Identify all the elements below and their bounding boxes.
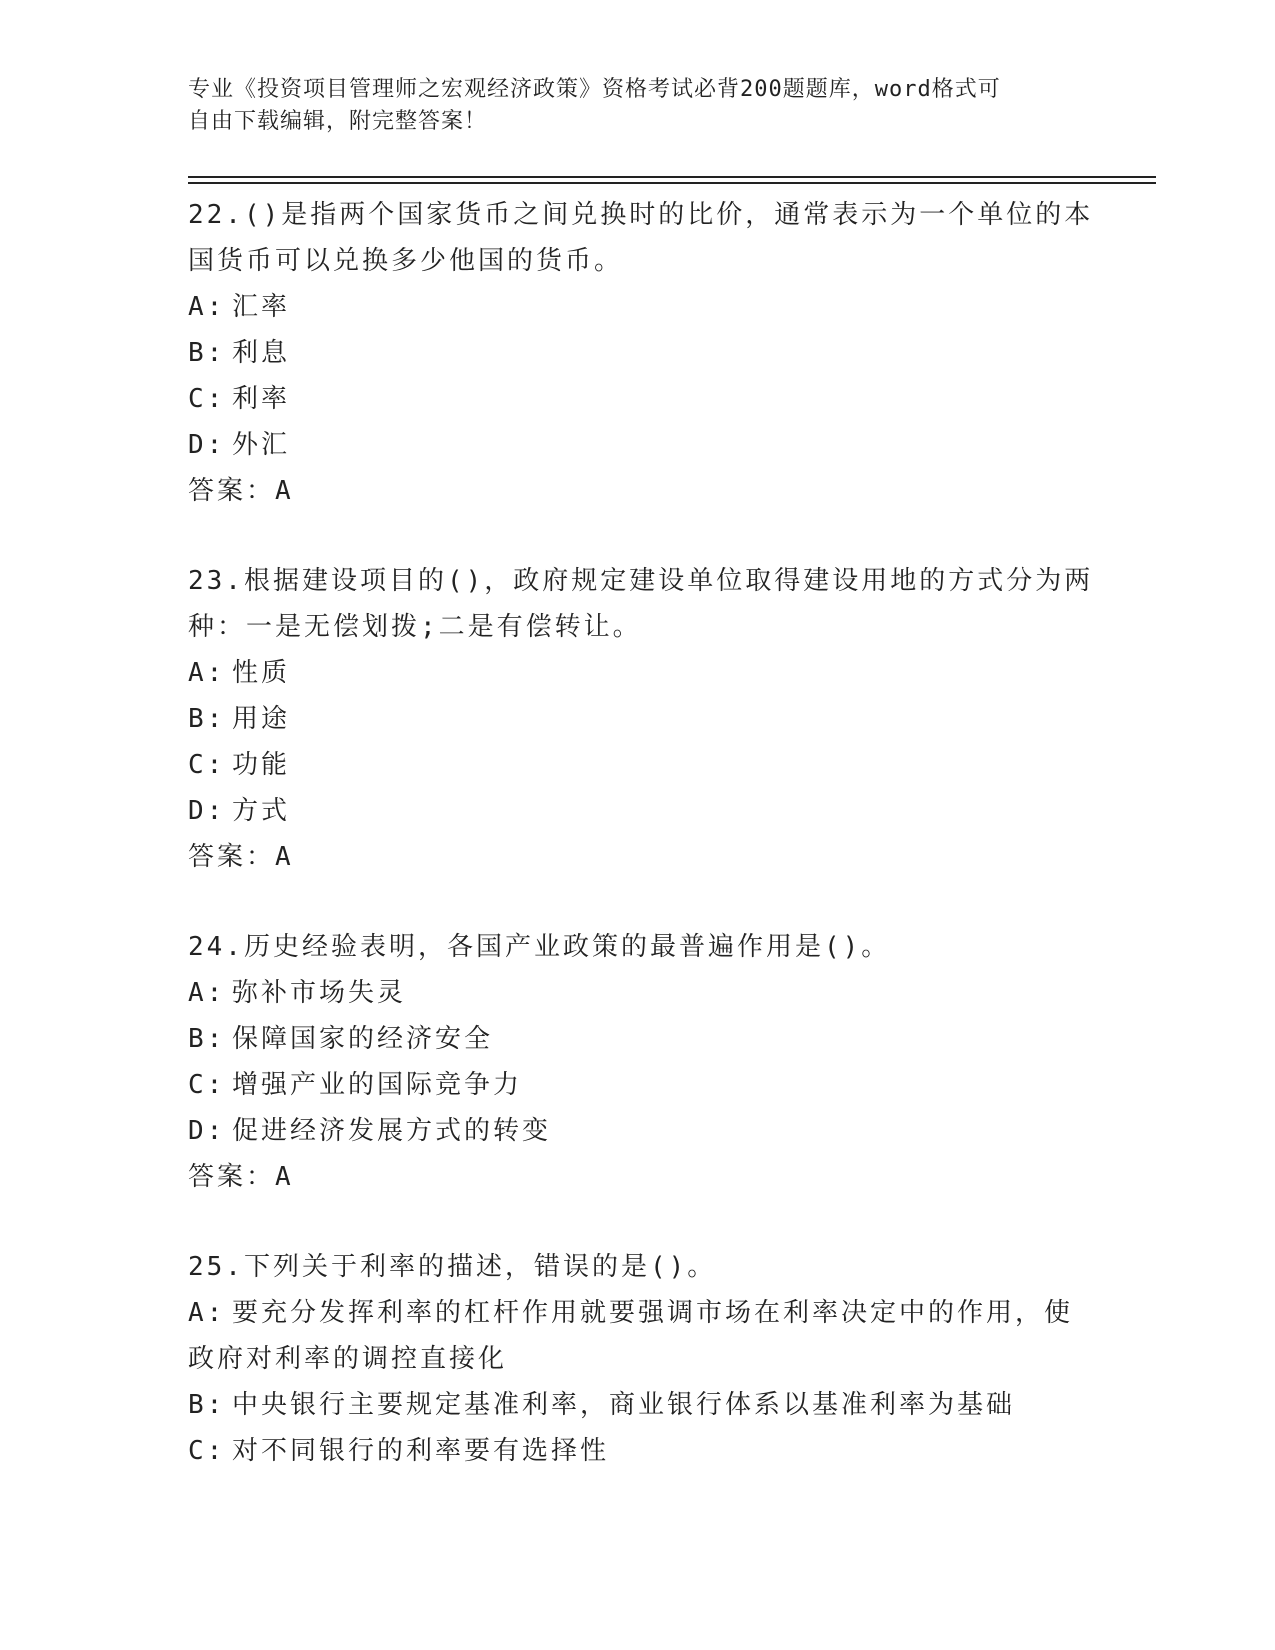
option-letter: A: bbox=[188, 978, 226, 1008]
option-text: 促进经济发展方式的转变 bbox=[232, 1116, 552, 1146]
question-stem-line: 22.()是指两个国家货币之间兑换时的比价，通常表示为一个单位的本 bbox=[188, 200, 1094, 230]
option-text: 弥补市场失灵 bbox=[232, 978, 407, 1008]
question-24 bbox=[188, 924, 1088, 1200]
option-c bbox=[188, 1428, 1088, 1474]
option-text: 中央银行主要规定基准利率，商业银行体系以基准利率为基础 bbox=[232, 1390, 1016, 1420]
header-divider-bottom bbox=[188, 182, 1156, 184]
option-b bbox=[188, 1382, 1088, 1428]
option-letter: B: bbox=[188, 1390, 226, 1420]
option-b bbox=[188, 1016, 1088, 1062]
option-b bbox=[188, 330, 1088, 376]
header-title-line-2: 自由下载编辑，附完整答案！ bbox=[188, 109, 488, 134]
document-header bbox=[188, 74, 1068, 138]
question-23 bbox=[188, 558, 1094, 880]
option-text: 利息 bbox=[232, 338, 291, 368]
option-text: 方式 bbox=[232, 796, 291, 826]
question-stem-line: 24.历史经验表明，各国产业政策的最普遍作用是()。 bbox=[188, 932, 891, 962]
option-d bbox=[188, 422, 1088, 468]
option-text: 利率 bbox=[232, 384, 291, 414]
option-c bbox=[188, 742, 1088, 788]
option-text: 增强产业的国际竞争力 bbox=[232, 1070, 523, 1100]
question-stem-line: 23.根据建设项目的()，政府规定建设单位取得建设用地的方式分为两 bbox=[188, 566, 1094, 596]
option-letter: D: bbox=[188, 430, 226, 460]
option-letter: C: bbox=[188, 1070, 226, 1100]
question-22 bbox=[188, 192, 1094, 514]
option-a bbox=[188, 284, 1088, 330]
question-stem-line: 25.下列关于利率的描述，错误的是()。 bbox=[188, 1252, 717, 1282]
option-letter: C: bbox=[188, 1436, 226, 1466]
option-letter: A: bbox=[188, 292, 226, 322]
option-d bbox=[188, 788, 1088, 834]
question-list bbox=[188, 192, 1094, 1518]
header-title-line-1: 专业《投资项目管理师之宏观经济政策》资格考试必背200题题库，word格式可 bbox=[188, 77, 1001, 102]
option-letter: C: bbox=[188, 750, 226, 780]
question-stem-line: 种：一是无偿划拨;二是有偿转让。 bbox=[188, 612, 642, 642]
option-text: 用途 bbox=[232, 704, 291, 734]
option-a bbox=[188, 970, 1088, 1016]
option-text: 对不同银行的利率要有选择性 bbox=[232, 1436, 610, 1466]
answer-line: 答案：A bbox=[188, 476, 294, 506]
question-stem-line: 国货币可以兑换多少他国的货币。 bbox=[188, 246, 624, 276]
option-letter: C: bbox=[188, 384, 226, 414]
header-divider-top bbox=[188, 176, 1156, 178]
option-letter: D: bbox=[188, 1116, 226, 1146]
option-text: 性质 bbox=[232, 658, 291, 688]
option-letter: D: bbox=[188, 796, 226, 826]
answer-line: 答案：A bbox=[188, 1162, 294, 1192]
option-letter: B: bbox=[188, 704, 226, 734]
option-d bbox=[188, 1108, 1088, 1154]
option-c bbox=[188, 1062, 1088, 1108]
question-25 bbox=[188, 1244, 1088, 1474]
option-a bbox=[188, 1290, 1088, 1336]
option-letter: A: bbox=[188, 658, 226, 688]
option-letter: B: bbox=[188, 338, 226, 368]
option-text: 汇率 bbox=[232, 292, 291, 322]
option-text: 要充分发挥利率的杠杆作用就要强调市场在利率决定中的作用，使 bbox=[232, 1298, 1074, 1328]
option-c bbox=[188, 376, 1088, 422]
option-b bbox=[188, 696, 1088, 742]
option-letter: B: bbox=[188, 1024, 226, 1054]
option-a-continuation: 政府对利率的调控直接化 bbox=[188, 1344, 508, 1374]
option-text: 外汇 bbox=[232, 430, 291, 460]
option-text: 保障国家的经济安全 bbox=[232, 1024, 494, 1054]
answer-line: 答案：A bbox=[188, 842, 294, 872]
option-text: 功能 bbox=[232, 750, 291, 780]
option-a bbox=[188, 650, 1088, 696]
option-letter: A: bbox=[188, 1298, 226, 1328]
